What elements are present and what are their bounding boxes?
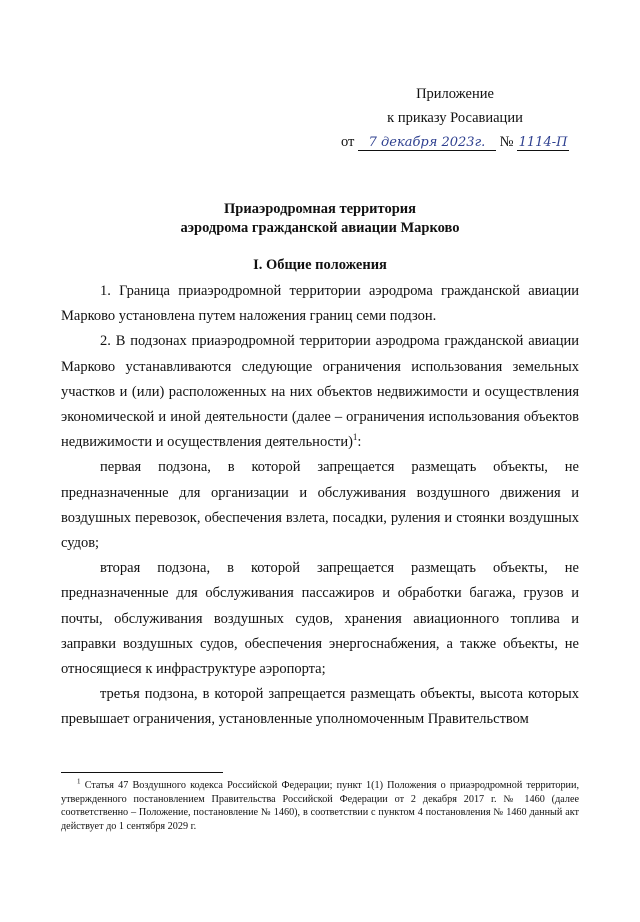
- order-number-field: [517, 135, 569, 151]
- number-label: №: [499, 134, 514, 150]
- order-reference: к приказу Росавиации: [387, 110, 523, 126]
- handwritten-number: 1114-П: [518, 135, 568, 150]
- handwritten-date: 7 декабря 2023г.: [368, 135, 486, 150]
- title-line-2: аэродрома гражданской авиации Марково: [180, 220, 460, 236]
- paragraph-2: [61, 329, 579, 455]
- footnote-separator: [61, 772, 223, 773]
- paragraph-subzone-3: третья подзона, в которой запрещается размещать объекты, высота которых превышает ограничения, установленные уполномоченным Правительством: [61, 686, 579, 728]
- paragraph-2-end: :: [357, 434, 362, 451]
- paragraph-subzone-2: вторая подзона, в которой запрещается размещать объекты, не предназначенные для обслуживания пассажиров и обработки багажа, грузов и почты, обслуживания воздушных судов, хранения авиационного топлива и заправки воздушных судов, обеспечения энергоснабжения, а также объекты, не относящиеся к инфраструктуре аэропорта;: [61, 560, 579, 678]
- footnote-ref: 1: [352, 432, 358, 443]
- title-line-1: Приаэродромная территория: [224, 201, 416, 217]
- footnote-text: Статья 47 Воздушного кодекса Российской Федерации; пункт 1(1) Положения о приаэродромной территории, утвержденного постановлением Правительства Российской Федерации от 2 декабря 2017 г. № 1460 (далее соответственно – Положение, постановление № 1460), в соответствии с пунктом 4 постановления № 1460 данный акт действует до 1 сентября 2029 г.: [61, 780, 580, 832]
- document-body: [61, 279, 579, 733]
- from-label: от: [340, 134, 355, 150]
- document-title: [60, 200, 580, 238]
- paragraph-2-text: 2. В подзонах приаэродромной территории аэродрома гражданской авиации Марково устанавливаются следующие ограничения использования земельных участков и (или) расположенных на них объектов недвижимости и осуществления экономической и иной деятельности (далее – ограничения использования объектов недвижимости и осуществления деятельности): [61, 333, 579, 451]
- order-date-number-line: [340, 130, 570, 154]
- order-date-field: [358, 135, 496, 151]
- appendix-label: Приложение: [416, 86, 494, 102]
- paragraph-1: 1. Граница приаэродромной территории аэродрома гражданской авиации Марково установлена путем наложения границ семи подзон.: [61, 283, 579, 325]
- section-heading: I. Общие положения: [253, 257, 387, 273]
- footnote: [61, 779, 579, 833]
- approval-block: [340, 82, 570, 154]
- footnote-marker: 1: [77, 777, 81, 786]
- footnote-text-block: [61, 779, 579, 833]
- paragraph-subzone-1: первая подзона, в которой запрещается размещать объекты, не предназначенные для организации и обслуживания воздушного движения и воздушных перевозок, обеспечения взлета, посадки, руления и стоянки воздушных судов;: [61, 459, 579, 552]
